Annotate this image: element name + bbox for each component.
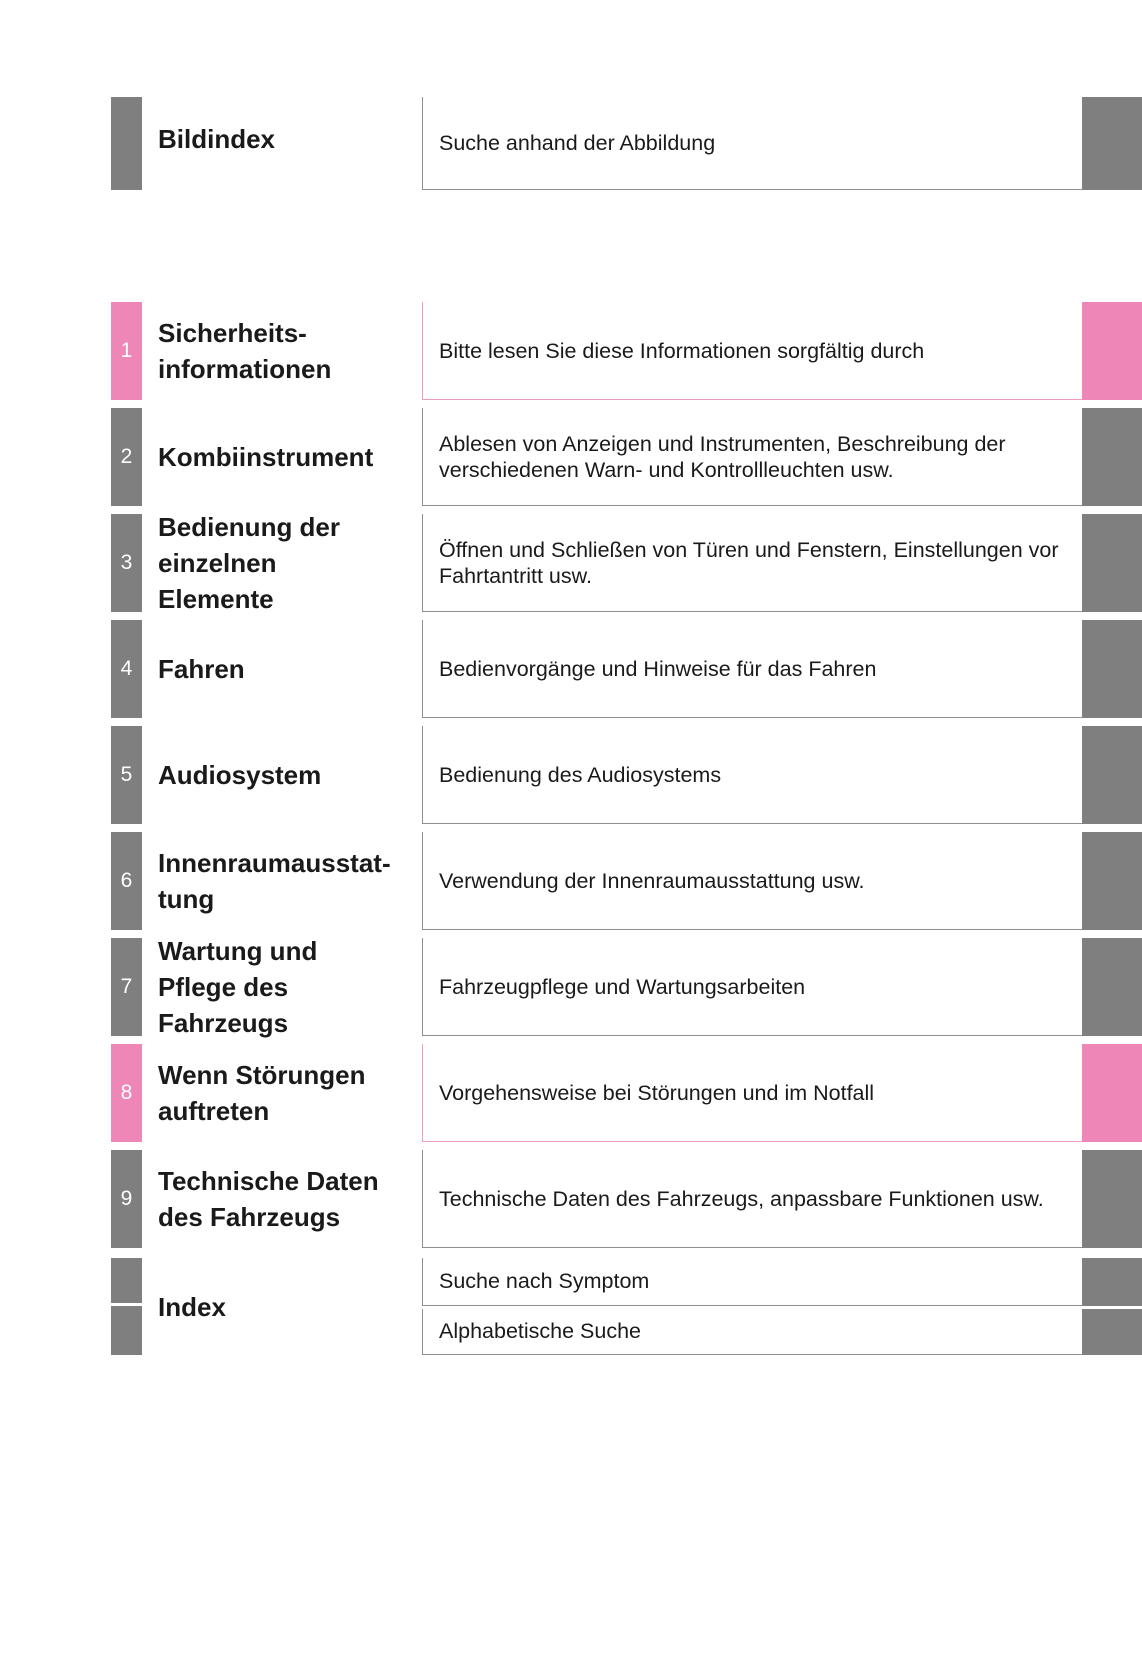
chapter-number: 9 [111,1150,142,1248]
chapter-title: Wenn Störungen auftreten [158,1060,366,1126]
chapter-title: Kombiinstrument [158,442,374,472]
chapter-number: 2 [111,408,142,506]
thumb-tab[interactable] [1082,620,1142,718]
thumb-tab[interactable] [1082,514,1142,612]
chapter-description: Fahrzeugpflege und Wartungsarbeiten [422,938,1082,1036]
thumb-tab[interactable] [1082,1150,1142,1248]
chapter-description: Verwendung der Innenraumausstattung usw. [422,832,1082,930]
chapter-color-strip [111,1258,142,1303]
chapter-title: Bedienung der einzelnen Elemente [158,512,341,614]
thumb-tab[interactable] [1082,1258,1142,1306]
chapter-number: 4 [111,620,142,718]
thumb-tab[interactable] [1082,938,1142,1036]
toc-row-chapter-4[interactable] [0,620,1142,718]
thumb-tab[interactable] [1082,832,1142,930]
chapter-number: 1 [111,302,142,400]
chapter-description: Technische Daten des Fahrzeugs, anpassbare Funktionen usw. [422,1150,1082,1248]
chapter-description: Bedienvorgänge und Hinweise für das Fahren [422,620,1082,718]
thumb-tab[interactable] [1082,1044,1142,1142]
index-symptom-link[interactable]: Suche nach Symptom [422,1258,1082,1306]
chapter-description: Vorgehensweise bei Störungen und im Notfall [422,1044,1082,1142]
chapter-description: Bedienung des Audiosystems [422,726,1082,824]
chapter-description: Ablesen von Anzeigen und Instrumenten, Beschreibung der verschiedenen Warn- und Kontrollleuchten usw. [422,408,1082,506]
toc-row-bildindex[interactable] [0,97,1142,190]
toc-row-chapter-5[interactable] [0,726,1142,824]
chapter-title: Technische Daten des Fahrzeugs [158,1166,379,1232]
chapter-title: Index [158,1291,226,1322]
thumb-tab[interactable] [1082,1309,1142,1355]
chapter-title: Bildindex [158,124,276,154]
toc-row-chapter-1[interactable] [0,302,1142,400]
chapter-title: Innenraumausstat- tung [158,848,391,914]
chapter-description: Bitte lesen Sie diese Informationen sorgfältig durch [422,302,1082,400]
chapter-number: 3 [111,514,142,612]
toc-row-chapter-8[interactable] [0,1044,1142,1142]
chapter-title: Sicherheits- informationen [158,318,332,384]
toc-row-chapter-7[interactable] [0,938,1142,1036]
toc-row-chapter-9[interactable] [0,1150,1142,1248]
chapter-number: 7 [111,938,142,1036]
chapter-title: Audiosystem [158,760,322,790]
toc-row-chapter-3[interactable] [0,514,1142,612]
thumb-tab[interactable] [1082,97,1142,190]
chapter-number: 6 [111,832,142,930]
chapter-color-strip [111,1306,142,1355]
toc-row-chapter-6[interactable] [0,832,1142,930]
chapter-title: Wartung und Pflege des Fahrzeugs [158,936,318,1038]
thumb-tab[interactable] [1082,408,1142,506]
index-alphabetic-link[interactable]: Alphabetische Suche [422,1309,1082,1355]
chapter-description: Öffnen und Schließen von Türen und Fenstern, Einstellungen vor Fahrtantritt usw. [422,514,1082,612]
chapter-title: Fahren [158,654,245,684]
chapter-number: 8 [111,1044,142,1142]
thumb-tab[interactable] [1082,726,1142,824]
thumb-tab[interactable] [1082,302,1142,400]
chapter-color-strip [111,97,142,190]
chapter-number: 5 [111,726,142,824]
toc-row-chapter-2[interactable] [0,408,1142,506]
chapter-description: Suche anhand der Abbildung [422,97,1082,190]
